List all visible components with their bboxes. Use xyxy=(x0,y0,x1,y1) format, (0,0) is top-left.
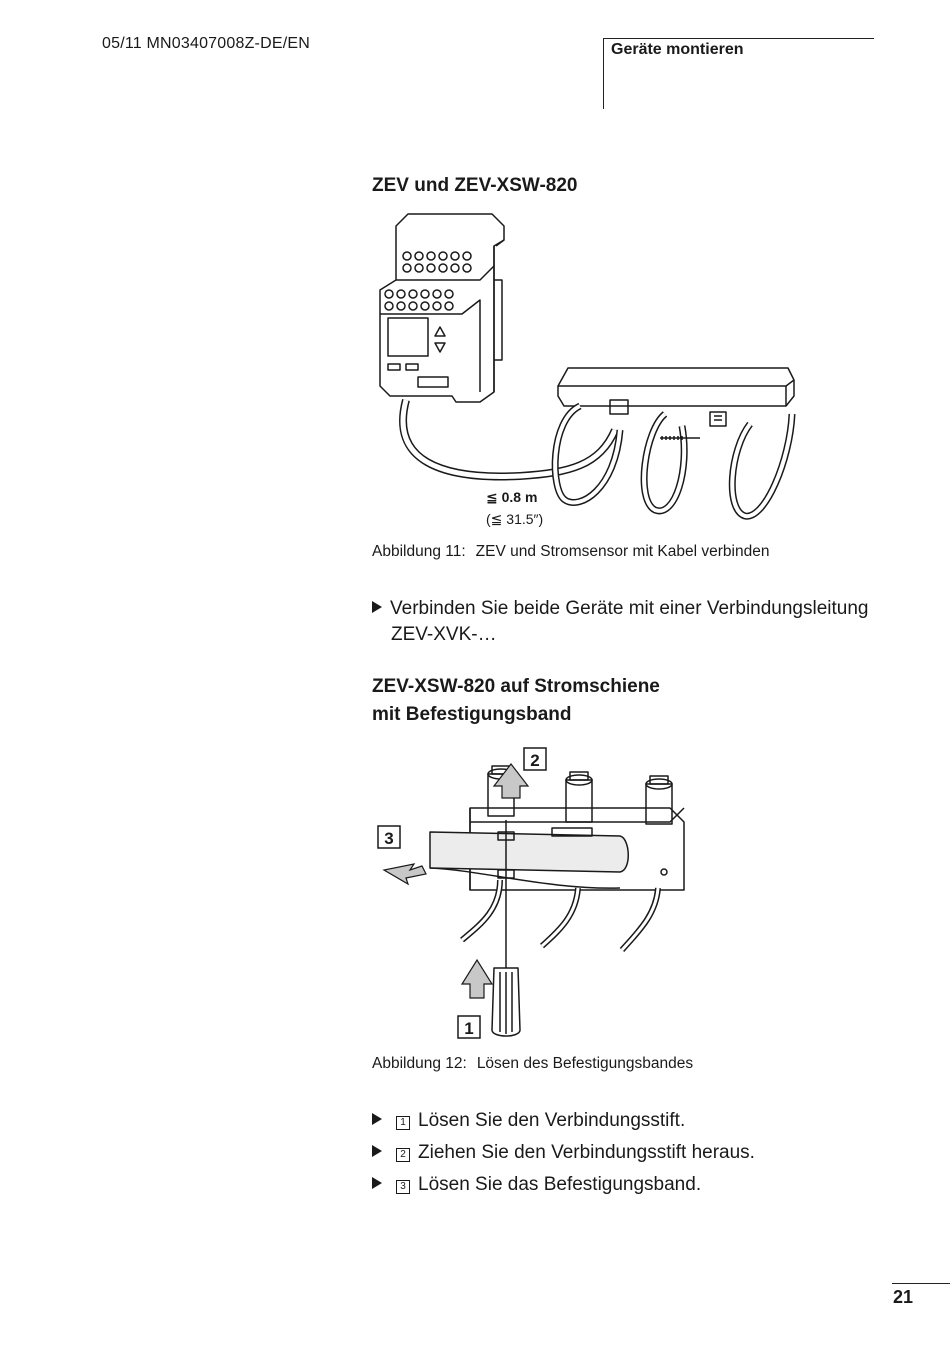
figure-12-caption-number: Abbildung 12: xyxy=(372,1055,467,1072)
step-text: Ziehen Sie den Verbindungsstift heraus. xyxy=(418,1142,755,1163)
bullet-arrow-icon xyxy=(372,601,382,613)
svg-text:3: 3 xyxy=(384,829,394,848)
page-number-rule xyxy=(892,1283,950,1284)
current-sensor-body xyxy=(558,368,794,406)
terminal-row-top xyxy=(403,252,471,272)
step-badge: 2 xyxy=(396,1148,410,1162)
step-item xyxy=(372,1140,755,1166)
sensor-port-connected xyxy=(610,400,628,414)
section-heading-zev: ZEV und ZEV-XSW-820 xyxy=(372,175,578,196)
step-badge: 3 xyxy=(396,1180,410,1194)
up-arrow-icon xyxy=(435,327,445,336)
sensor-loop-2 xyxy=(644,414,684,511)
instruction-connect xyxy=(372,596,869,648)
arrow-left-band xyxy=(384,864,426,884)
terminal-row-bottom xyxy=(385,290,453,310)
step-item xyxy=(372,1172,701,1198)
figure-11-caption-text: ZEV und Stromsensor mit Kabel verbinden xyxy=(475,543,770,560)
connector-right xyxy=(646,776,672,824)
length-label-inch: (≦ 31.5″) xyxy=(486,511,544,527)
callout-3 xyxy=(378,826,400,848)
step-text: Lösen Sie den Verbindungsstift. xyxy=(418,1110,686,1131)
document-id: 05/11 MN03407008Z-DE/EN xyxy=(102,35,310,52)
zev-display xyxy=(388,318,428,356)
fastening-band xyxy=(430,832,628,872)
figure-12-caption-text: Lösen des Befestigungsbandes xyxy=(476,1055,694,1072)
figure-11-caption-number: Abbildung 11: xyxy=(372,543,466,560)
cable-2 xyxy=(542,888,578,946)
section-heading-busbar: ZEV-XSW-820 auf Stromschiene mit Befestigungsband xyxy=(372,676,660,725)
bullet-arrow-icon xyxy=(372,1145,382,1157)
cable-3 xyxy=(622,888,658,950)
step-badge: 1 xyxy=(396,1116,410,1130)
chapter-header xyxy=(603,38,874,109)
sensor-port-free xyxy=(710,412,726,426)
instruction-line-2: ZEV-XVK-… xyxy=(391,624,497,645)
bullet-arrow-icon xyxy=(372,1113,382,1125)
bullet-arrow-icon xyxy=(372,1177,382,1189)
chapter-title: Geräte montieren xyxy=(611,41,744,58)
step-text: Lösen Sie das Befestigungsband. xyxy=(418,1174,702,1195)
figure-12-caption xyxy=(372,1055,693,1073)
callout-1 xyxy=(458,1016,480,1038)
figure-11-caption xyxy=(372,543,769,561)
arrow-up-screwdriver xyxy=(462,960,492,998)
figure-12-illustration xyxy=(370,740,700,1050)
down-arrow-icon xyxy=(435,343,445,352)
svg-text:1: 1 xyxy=(464,1019,474,1038)
svg-text:2: 2 xyxy=(530,751,540,770)
length-label: ≦ 0.8 m xyxy=(486,489,538,505)
callout-2 xyxy=(524,748,546,770)
figure-11-illustration xyxy=(360,210,810,540)
zev-device-body xyxy=(380,214,504,402)
cable-1 xyxy=(462,880,500,940)
page-number: 21 xyxy=(893,1287,914,1307)
step-item xyxy=(372,1108,685,1134)
instruction-line-1: Verbinden Sie beide Geräte mit einer Verbindungsleitung xyxy=(372,596,869,622)
connector-middle xyxy=(566,772,592,822)
